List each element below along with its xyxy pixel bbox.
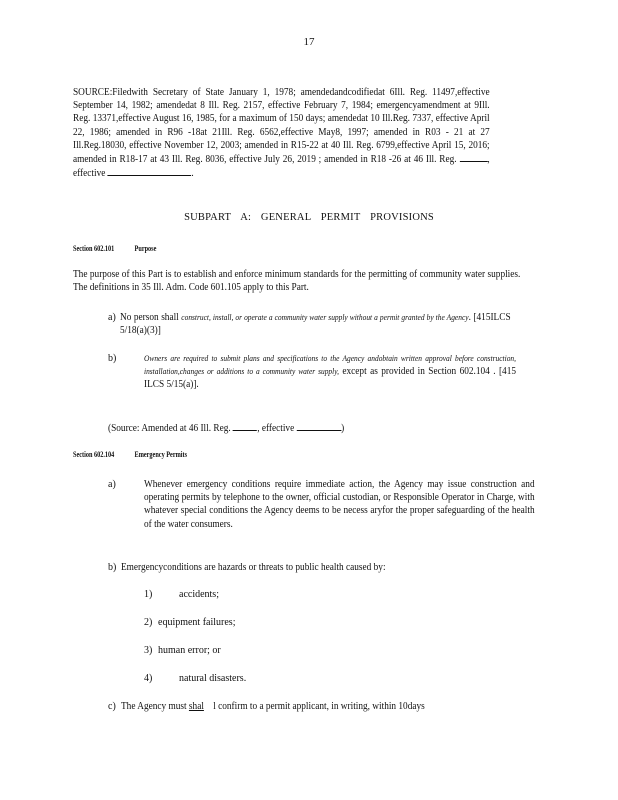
subitem-number: 4): [144, 673, 153, 684]
item-a-text: [120, 311, 511, 337]
item-a-cite: . [415ILCS 5/18(a)(3)]: [120, 312, 511, 337]
source-note-text: SOURCE:Filedwith Secretary of State January 1, 1978; amendedandcodifiedat 6Ill. Reg. 11497,effective September 14, 1982; amendedat 8 Ill. Reg. 2157, effective February 7, 1984; emergencyamendment at 9Ill. Reg. 13371,effective August 16, 1985, for a maximum of 150 days; amendedat 10 Ill.Reg. 7337, effective April 22, 1986; amended in R96 -18at 21Ill. Reg. 6562,effective May8, 1997; amended in R03 - 21 at 27 Ill.Reg.18030, effective November 12, 2003; amended in R15-22 at 40 Ill. Reg. 6799,effective April 15, 2016; amended in R18-17 at 43 Ill. Reg. 8036, effective July 26, 2019 ; amended in R18 -26 at 46 Ill. Reg.: [73, 87, 490, 166]
subitem-text: accidents;: [179, 589, 219, 600]
section-title: Emergency Permits: [134, 450, 188, 459]
item-a-italic: construct, install, or operate a community water supply without a permit granted by the Agency: [181, 313, 469, 322]
item-b-rest: except as provided in Section 602.104 . [415 ILCS 5/15(a)].: [144, 366, 517, 391]
subitem-number: 3): [144, 645, 153, 656]
item-label: b): [108, 353, 117, 364]
subitem-text: human error; or: [158, 645, 221, 656]
blank-line: [459, 152, 487, 162]
blank-line: [297, 421, 342, 431]
item-label: b): [108, 562, 117, 573]
section-number: Section 602.104: [73, 450, 115, 459]
subpart-heading: SUBPART A: GENERAL PERMIT PROVISIONS: [184, 212, 434, 223]
source-amended-line: [108, 421, 499, 435]
blank-line: [108, 166, 192, 176]
emergency-item-a-text: Whenever emergency conditions require immediate action, the Agency may issue construction and operating permits by telephone to the owner, official custodian, or Responsible Operator in Charge, with whatever special conditions the Agency deems to be necess aryfor the proper safeguarding of the health of the water consumers.: [144, 479, 535, 530]
source-note-tail-end: .: [191, 168, 194, 180]
item-label: a): [108, 312, 116, 323]
item-c-rest: l confirm to a permit applicant, in writing, within 10days: [213, 701, 425, 712]
section-title: Purpose: [134, 244, 157, 253]
source-amended-end: ): [341, 423, 345, 434]
item-b-text: [144, 352, 516, 392]
emergency-item-b-text: Emergencyconditions are hazards or threats to public health caused by:: [121, 562, 386, 573]
item-a-lead: No person shall: [120, 312, 179, 323]
page-number: 17: [303, 36, 315, 48]
subitem-text: equipment failures;: [158, 617, 236, 628]
subitem-text: natural disasters.: [179, 673, 247, 684]
source-amended-lead: (Source: Amended at 46 Ill. Reg.: [108, 423, 231, 434]
item-b-italic: Owners are required to submit plans and specifications to the Agency andobtain written approval before construction, installation,changes or additions to a community water supply,: [144, 354, 516, 377]
section-heading-602-104: [73, 450, 207, 459]
item-label: a): [108, 479, 116, 490]
blank-line: [233, 421, 257, 431]
source-amended-mid: , effective: [257, 423, 295, 434]
section-heading-602-101: [73, 244, 177, 253]
source-note-tail: , effective: [73, 154, 490, 180]
purpose-paragraph: The purpose of this Part is to establish and enforce minimum standards for the permitting of community water supplies. The definitions in 35 Ill. Adm. Code 601.105 apply to this Part.: [73, 269, 521, 294]
section-number: Section 602.101: [73, 244, 115, 253]
source-note: [73, 86, 490, 180]
emergency-item-c-text: [121, 700, 512, 713]
item-label: c): [108, 701, 116, 712]
subitem-number: 2): [144, 617, 153, 628]
subitem-number: 1): [144, 589, 153, 600]
item-c-lead: The Agency must: [121, 701, 187, 712]
item-c-underlined: shal: [188, 701, 204, 712]
